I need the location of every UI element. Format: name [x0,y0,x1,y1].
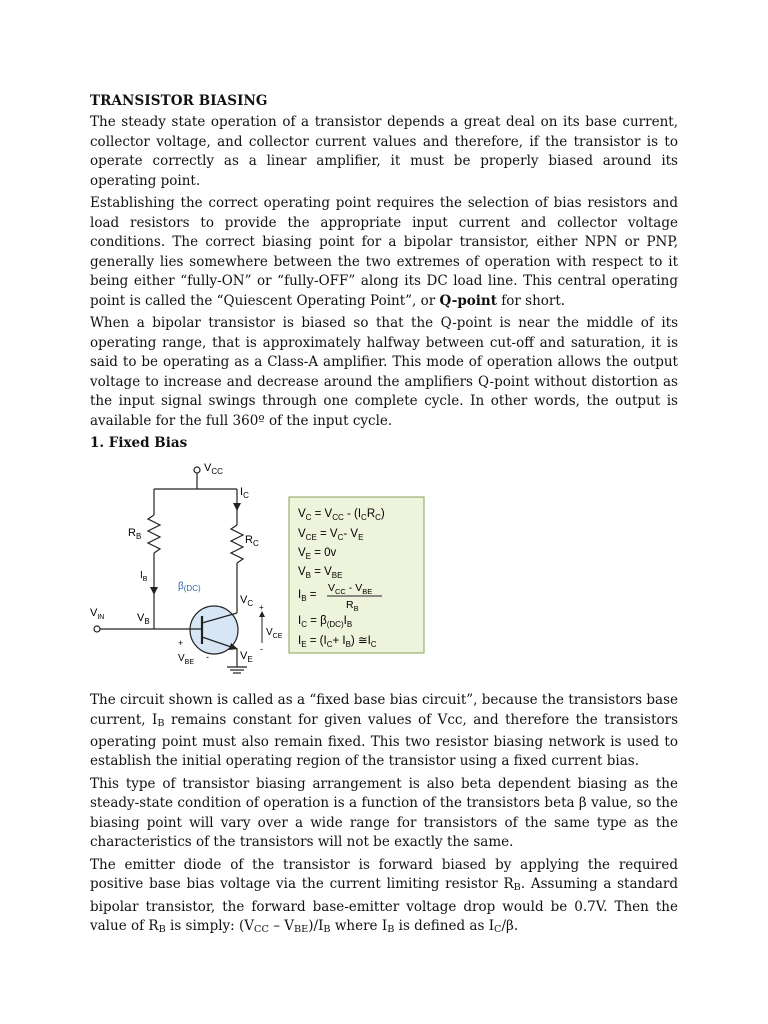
paragraph-4-text-b: remains constant for given values of Vcc, and therefore the transistors operating point must also remain fixed. This two resistor biasing network is used to establish the initial operating region of the transistor using a fixed current bias. [90,711,679,770]
vce-minus: - [260,644,263,654]
paragraph-4 [90,691,678,772]
paragraph-6-text-f: where I [330,918,388,935]
document-content [90,92,678,943]
paragraph-4-text-a: The circuit shown is called as a “fixed base bias circuit”, because the transistors base current, I [90,692,678,728]
rc-label: $R_C$ [245,534,259,548]
paragraph-6-text-b: . Assuming a standard bipolar transistor, the forward base-emitter voltage drop would be 0.7V. Then the value of R [90,876,678,935]
equation-vb: $V_B = V_{BE}$ [298,566,343,580]
equation-ic: $I_C = \beta_{(DC)}I_B$ [298,615,353,629]
rb-resistor [148,515,160,553]
ic-subscript: C [494,924,502,936]
equation-ve: $V_E = 0v$ [298,547,337,561]
vbe-subscript: BE [294,924,309,936]
ic-arrow [233,503,241,511]
paragraph-2-text-a: Establishing the correct operating point requires the selection of bias resistors and load resistors to provide the appropriate input current and collector voltage conditions. The correct biasing point for a bipolar transistor, either NPN or PNP, generally lies somewhere between the two extremes of operation with respect to it being either “fully-ON” or “fully-OFF” along its DC load line. This central operating point is called the “Quiescent Operating Point”, or [90,195,678,309]
ib-arrow [150,587,158,595]
fixed-bias-figure [90,455,678,687]
vcc-subscript: CC [254,924,269,936]
ib-subscript: B [157,717,165,729]
equation-ib-numerator: $V_{CC} - V_{BE}$ [328,582,373,596]
vb-label: $V_B$ [137,612,150,626]
ib-subscript-3: B [387,924,395,936]
rb-subscript-2: B [158,924,166,936]
paragraph-2 [90,194,678,311]
ic-label: $I_C$ [240,486,249,500]
ib-label: $I_B$ [140,570,148,583]
paragraph-6-text-a: The emitter diode of the transistor is forward biased by applying the required positive base bias voltage via the current limiting resistor R [90,856,678,893]
beta-label: $\beta_{(DC)}$ [178,581,201,593]
equation-vc: $V_C = V_{CC} - (I_CR_C)$ [298,508,385,522]
equation-ie: $I_E = (I_C+ I_B)$ $≅I_C$ [298,635,377,649]
fixed-bias-circuit-diagram [90,455,678,687]
vce-label: $V_{CE}$ [266,627,283,640]
paragraph-6-text-e: )/I [308,918,324,935]
vce-plus: + [259,603,264,612]
paragraph-6-text-g: is defined as I [394,918,495,935]
paragraph-6-text-c: is simply: (V [165,918,255,935]
rb-label: $R_B$ [128,527,142,541]
vin-label: $V_{IN}$ [90,607,105,621]
vbe-plus: + [178,638,184,648]
paragraph-3: When a bipolar transistor is biased so that the Q-point is near the middle of its operating range, that is approximately halfway between cut-off and saturation, it is said to be operating as a Class-A amplifier. This mode of operation allows the output voltage to increase and decrease around the amplifiers Q-point without distortion as the input signal swings through one complete cycle. In other words, the output is available for the full 360º of the input cycle. [90,315,678,429]
q-point-term: Q-point [439,292,497,309]
vcc-terminal [194,467,200,473]
paragraph-6-text-h: /β. [501,918,519,935]
paragraph-2-text-b: for short. [496,292,566,309]
page-title: TRANSISTOR BIASING [90,93,268,109]
vbe-label: $V_{BE}$ [178,653,195,666]
ib-subscript-2: B [323,924,331,936]
vin-terminal [94,626,100,632]
rc-resistor [231,525,243,563]
fixed-bias-heading: 1. Fixed Bias [90,435,188,451]
paragraph-1: The steady state operation of a transistor depends a great deal on its base current, collector voltage, and collector current values and therefore, if the transistor is to operate correctly as a linear amplifier, it must be properly biased around its operating point. [90,114,678,189]
paragraph-5: This type of transistor biasing arrangement is also beta dependent biasing as the steady-state condition of operation is a function of the transistors beta β value, so the biasing point will vary over a wide range for transistors of the same type as the characteristics of the transistors will not be exactly the same. [90,775,678,851]
equation-ib-denominator: $R_B$ [346,599,359,613]
vc-label: $V_C$ [240,594,254,608]
ve-label: $V_E$ [240,650,253,664]
equation-ib: $I_B$ = [298,589,317,603]
vcc-label: $V_{CC}$ [204,462,223,476]
paragraph-6 [90,856,678,940]
equation-vce: $V_{CE} = V_C-$ $V_E$ [298,528,364,542]
vbe-minus: - [206,652,209,662]
paragraph-6-text-d: – V [268,918,295,935]
rb-subscript-1: B [513,882,521,894]
